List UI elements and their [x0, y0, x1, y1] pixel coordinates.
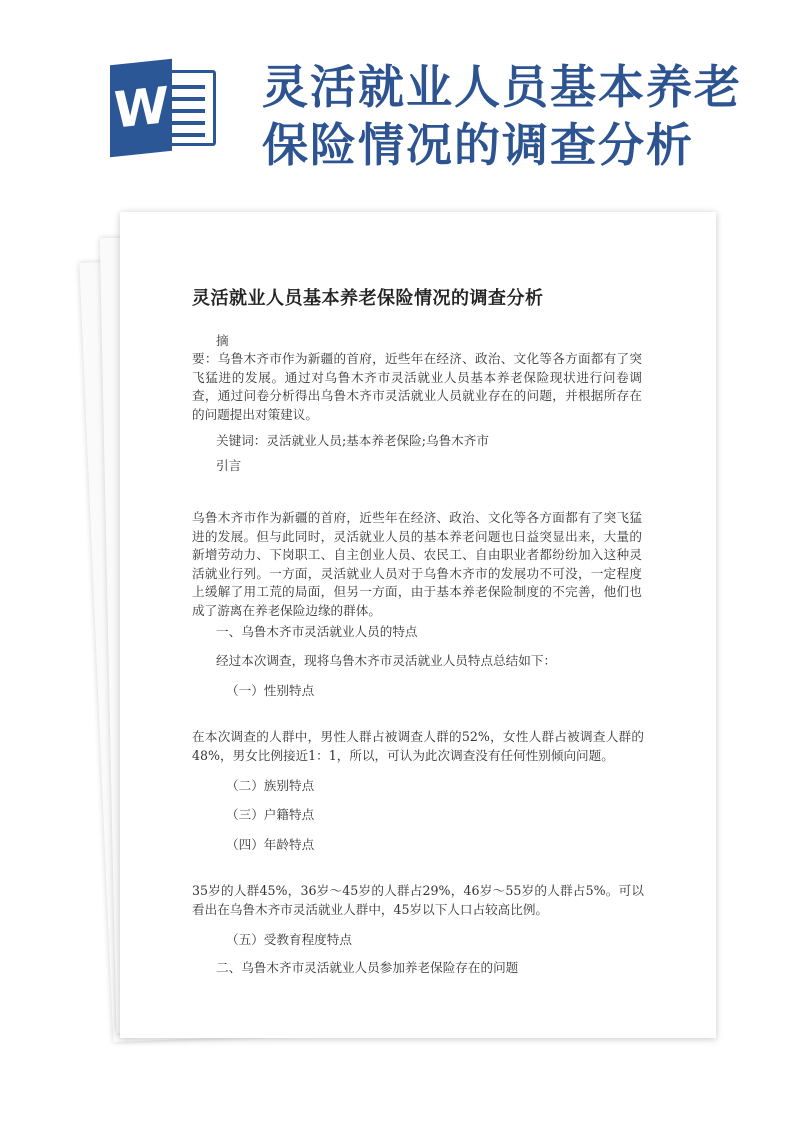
section-heading-2: 二、乌鲁木齐市灵活就业人员参加养老保险存在的问题: [216, 960, 519, 975]
section-heading-1: 一、乌鲁木齐市灵活就业人员的特点: [216, 624, 418, 639]
section-lead: 经过本次调查，现将乌鲁木齐市灵活就业人员特点总结如下：: [216, 653, 557, 668]
keywords: 关键词：灵活就业人员;基本养老保险;乌鲁木齐市: [216, 433, 489, 448]
intro-heading: 引言: [216, 458, 242, 473]
document-title: 灵活就业人员基本养老保险情况的调查分析: [192, 288, 544, 309]
word-letter: W: [110, 59, 172, 158]
banner-title: 灵活就业人员基本养老保险情况的调查分析: [262, 60, 742, 172]
document-page: [120, 212, 716, 1038]
subheading-ethnicity: （二）族别特点: [226, 778, 315, 793]
top-banner: [0, 0, 800, 200]
abstract-text: 要：乌鲁木齐市作为新疆的首府，近些年在经济、政治、文化等各方面都有了突飞猛进的发展。通过对乌鲁木齐市灵活就业人员基本养老保险现状进行问卷调查，通过问卷分析得出乌鲁木齐市灵活就业人员就业存在的问题，并根据所存在的问题提出对策建议。: [192, 351, 642, 422]
subheading-household: （三）户籍特点: [226, 807, 315, 822]
age-paragraph: 35岁的人群45%，36岁～45岁的人群占29%，46岁～55岁的人群占5%。可以看出在乌鲁木齐市灵活就业人群中，45岁以下人口占较高比例。: [192, 883, 644, 917]
intro-paragraph: 乌鲁木齐市作为新疆的首府，近些年在经济、政治、文化等各方面都有了突飞猛进的发展。但与此同时，灵活就业人员的基本养老问题也日益突显出来，大量的新增劳动力、下岗职工、自主创业人员、农民工、自由职业者都纷纷加入这种灵活就业行列。一方面，灵活就业人员对于乌鲁木齐市的发展功不可没，一定程度上缓解了用工荒的局面，但另一方面，由于基本养老保险制度的不完善，他们也成了游离在养老保险边缘的群体。: [192, 510, 642, 618]
abstract-heading: 摘: [216, 333, 229, 348]
gender-paragraph: 在本次调查的人群中，男性人群占被调查人群的52%，女性人群占被调查人群的48%，男女比例接近1：1，所以，可认为此次调查没有任何性别倾向问题。: [192, 729, 644, 763]
subheading-education: （五）受教育程度特点: [226, 932, 352, 947]
word-logo-icon: [110, 62, 218, 154]
subheading-gender: （一）性别特点: [226, 683, 315, 698]
subheading-age: （四）年龄特点: [226, 837, 315, 852]
